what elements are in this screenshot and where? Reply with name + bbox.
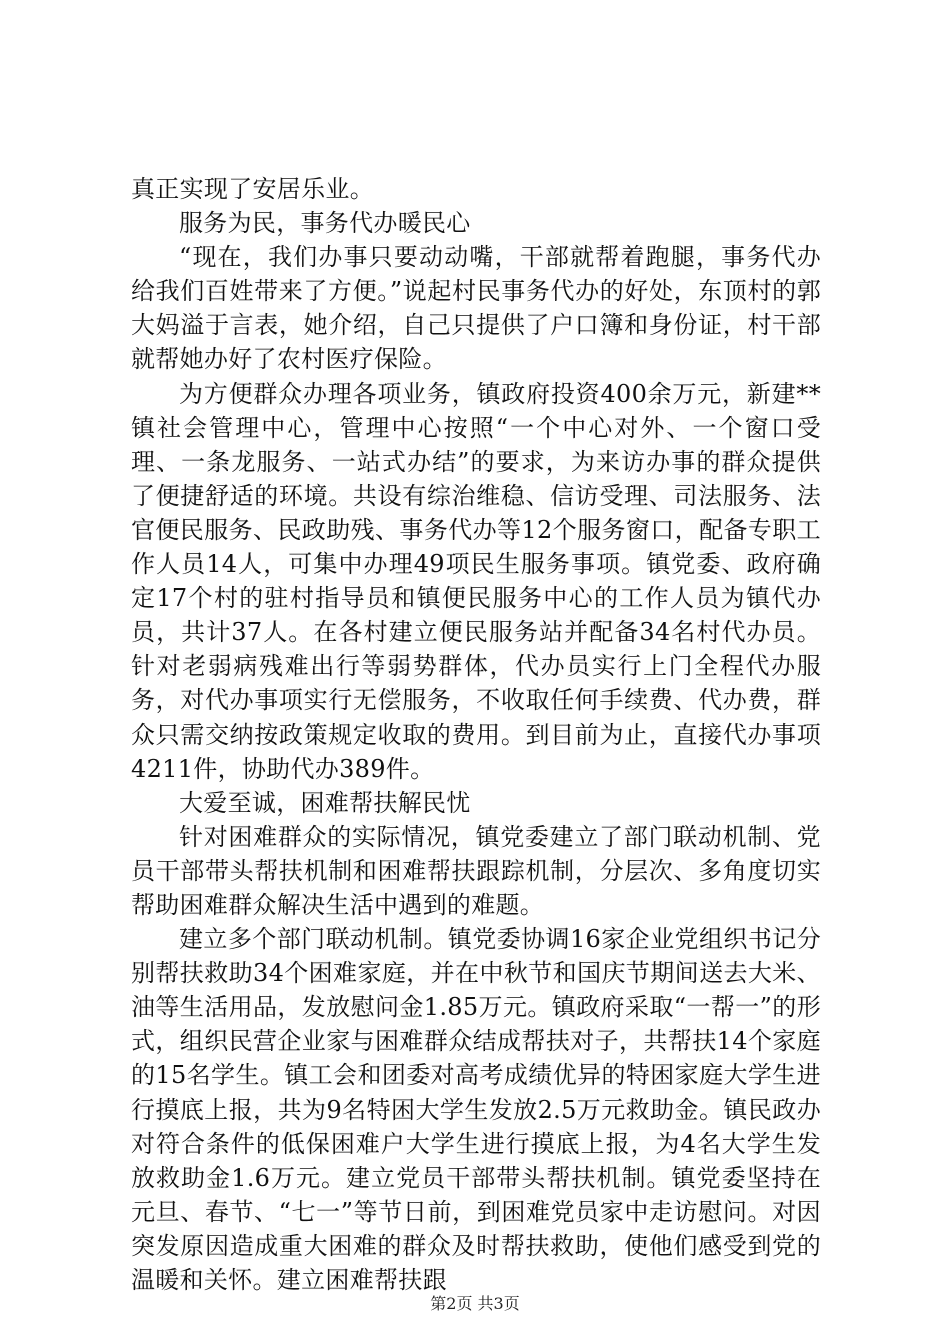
page-footer: 第2页 共3页 [430,1294,520,1313]
section-heading: 大爱至诚，困难帮扶解民忧 [179,788,471,817]
paragraph: “现在，我们办事只要动动嘴，干部就帮着跑腿，事务代办给我们百姓带来了方便。”说起村民事务代办的好处，东顶村的郭大妈溢于言表，她介绍，自己只提供了户口簿和身份证，村干部就帮她办好了农村医疗保险。 [131,243,821,374]
document-body [131,172,821,1297]
paragraph: 为方便群众办理各项业务，镇政府投资400余万元，新建**镇社会管理中心，管理中心按照“一个中心对外、一个窗口受理、一条龙服务、一站式办结”的要求，为来访办事的群众提供了便捷舒适的环境。共设有综治维稳、信访受理、司法服务、法官便民服务、民政助残、事务代办等12个服务窗口，配备专职工作人员14人，可集中办理49项民生服务事项。镇党委、政府确定17个村的驻村指导员和镇便民服务中心的工作人员为镇代办员，共计37人。在各村建立便民服务站并配备34名村代办员。针对老弱病残难出行等弱势群体，代办员实行上门全程代办服务，对代办事项实行无偿服务，不收取任何手续费、代办费，群众只需交纳按政策规定收取的费用。到目前为止，直接代办事项4211件，协助代办389件。 [131,379,821,783]
paragraph: 真正实现了安居乐业。 [131,175,374,203]
paragraph: 建立多个部门联动机制。镇党委协调16家企业党组织书记分别帮扶救助34个困难家庭，并在中秋节和国庆节期间送去大米、油等生活用品，发放慰问金1.85万元。镇政府采取“一帮一”的形式，组织民营企业家与困难群众结成帮扶对子，共帮扶14个家庭的15名学生。镇工会和团委对高考成绩优异的特困家庭大学生进行摸底上报，共为9名特困大学生发放2.5万元救助金。镇民政办对符合条件的低保困难户大学生进行摸底上报，为4名大学生发放救助金1.6万元。建立党员干部带头帮扶机制。镇党委坚持在元旦、春节、“七一”等节日前，到困难党员家中走访慰问。对因突发原因造成重大困难的群众及时帮扶救助，使他们感受到党的温暖和关怀。建立困难帮扶跟 [131,925,821,1294]
paragraph: 针对困难群众的实际情况，镇党委建立了部门联动机制、党员干部带头帮扶机制和困难帮扶跟踪机制，分层次、多角度切实帮助困难群众解决生活中遇到的难题。 [131,822,821,919]
section-heading: 服务为民，事务代办暖民心 [179,209,471,238]
